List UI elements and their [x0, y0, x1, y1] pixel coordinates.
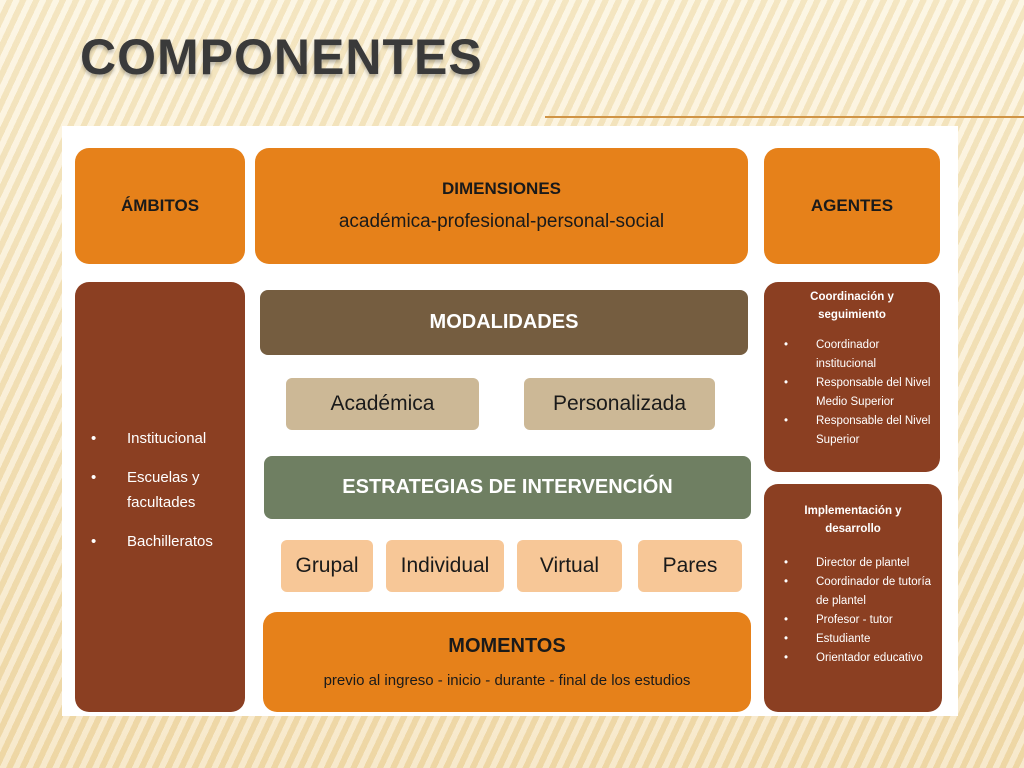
implementacion-list — [764, 554, 942, 668]
list-item: • Director de plantel — [764, 554, 934, 573]
estrategia-virtual — [517, 540, 622, 592]
modalidad-label: Personalizada — [552, 392, 687, 415]
list-item: • Orientador educativo — [764, 649, 934, 668]
ambitos-header — [75, 148, 245, 264]
implementacion-box — [764, 484, 942, 712]
dimensiones-box — [255, 148, 748, 264]
list-item: • Estudiante — [764, 630, 934, 649]
momentos-label: MOMENTOS — [448, 635, 566, 657]
coordinacion-box — [764, 282, 940, 472]
estrategia-label: Grupal — [295, 554, 359, 577]
estrategia-pares — [638, 540, 742, 592]
estrategias-header — [264, 456, 751, 519]
dimensiones-text: académica-profesional-personal-social — [338, 211, 665, 232]
coordinacion-title: Coordinación y seguimiento — [810, 291, 894, 321]
list-item: • Institucional — [75, 426, 233, 451]
modalidades-header — [260, 290, 748, 355]
title-divider — [545, 116, 1024, 118]
diagram-panel — [62, 126, 958, 716]
momentos-text: previo al ingreso - inicio - durante - final de los estudios — [323, 672, 691, 689]
estrategia-label: Virtual — [539, 554, 600, 577]
list-item: • Responsable del Nivel Medio Superior — [764, 374, 932, 412]
estrategia-label: Pares — [662, 554, 718, 577]
list-item: • Responsable del Nivel Superior — [764, 412, 932, 450]
list-item: • Profesor - tutor — [764, 611, 934, 630]
list-item: • Escuelas y facultades — [75, 465, 233, 515]
modalidad-academica — [286, 378, 479, 430]
agentes-header — [764, 148, 940, 264]
ambitos-list-box — [75, 282, 245, 712]
agentes-label: AGENTES — [810, 196, 894, 215]
estrategias-label: ESTRATEGIAS DE INTERVENCIÓN — [342, 476, 673, 498]
estrategia-individual — [386, 540, 504, 592]
ambitos-label: ÁMBITOS — [120, 196, 200, 215]
estrategia-label: Individual — [400, 554, 490, 577]
list-item: • Bachilleratos — [75, 529, 233, 554]
slide-title: COMPONENTES — [80, 29, 483, 85]
coordinacion-list — [764, 336, 940, 450]
dimensiones-label: DIMENSIONES — [441, 179, 562, 198]
estrategia-grupal — [281, 540, 373, 592]
list-item: • Coordinador institucional — [764, 336, 932, 374]
modalidad-personalizada — [524, 378, 715, 430]
modalidades-label: MODALIDADES — [429, 311, 579, 333]
implementacion-title: Implementación y desarrollo — [804, 505, 902, 535]
modalidad-label: Académica — [330, 392, 435, 415]
momentos-box — [263, 612, 751, 712]
ambitos-list — [75, 426, 245, 568]
list-item: • Coordinador de tutoría de plantel — [764, 573, 934, 611]
